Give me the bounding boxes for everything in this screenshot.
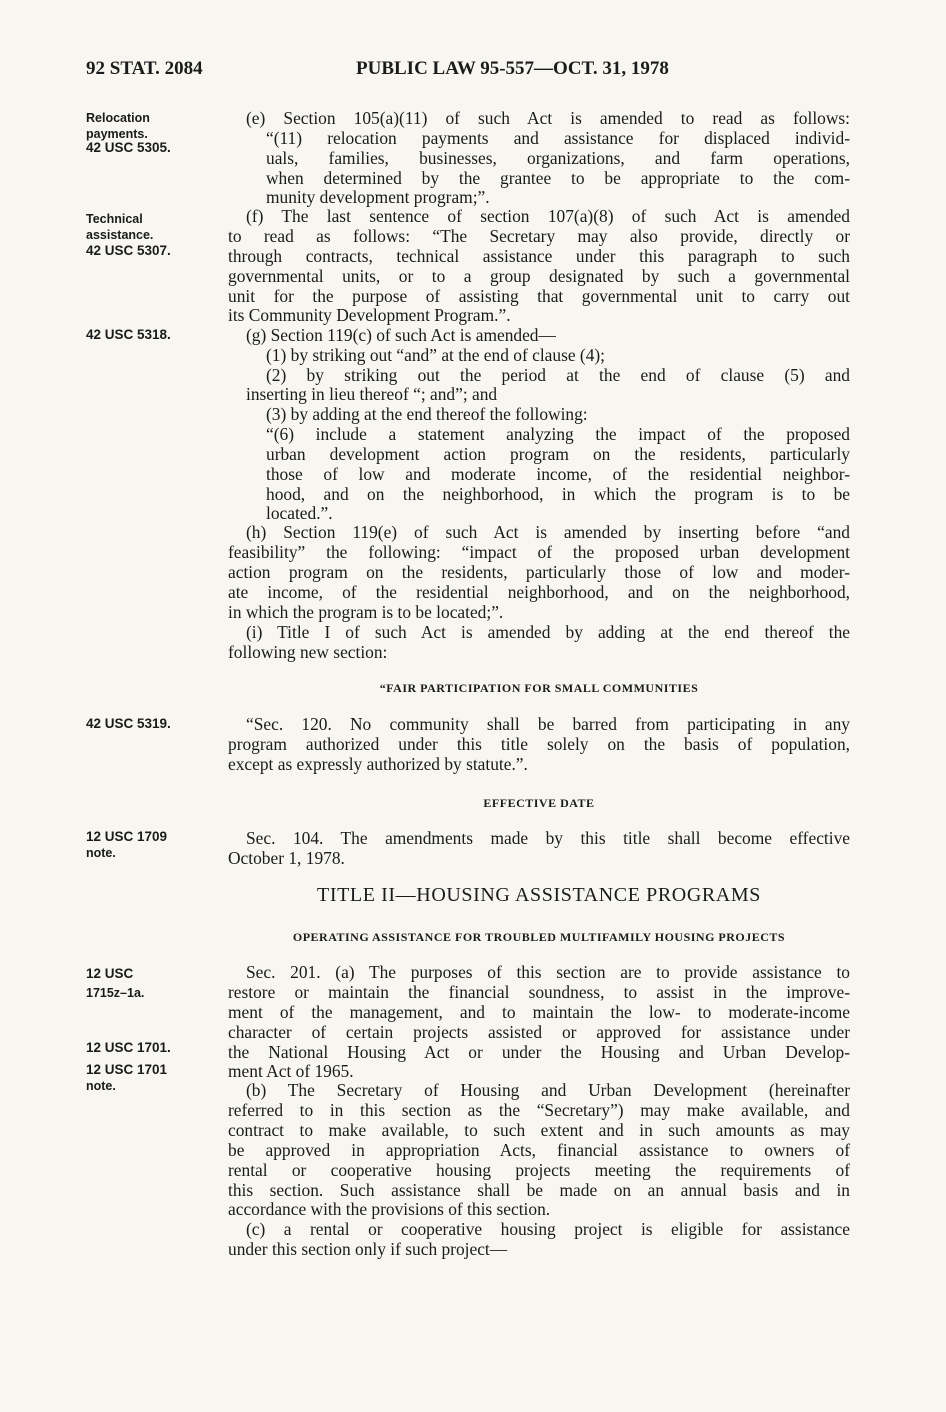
- text-line: ate income, of the residential neighborhood, and on the neighborhood,: [228, 582, 850, 602]
- margin-note-1715: 12 USC 1715z–1a.: [86, 966, 145, 1000]
- text-line: located.”.: [266, 503, 333, 523]
- text-line: Sec. 104. The amendments made by this title shall become effective: [246, 828, 850, 848]
- text-line: through contracts, technical assistance under this paragraph to such: [228, 246, 850, 266]
- text-line: feasibility” the following: “impact of the proposed urban development: [228, 542, 850, 562]
- text-line: in which the program is to be located;”.: [228, 602, 504, 622]
- margin-note-5318: 42 USC 5318.: [86, 327, 171, 342]
- text-line: program authorized under this title solely on the basis of population,: [228, 734, 850, 754]
- text-line: urban development action program on the residents, particularly: [266, 444, 850, 464]
- text-line: inserting in lieu thereof “; and”; and: [246, 384, 498, 404]
- text-line: restore or maintain the financial soundness, to assist in the improve-: [228, 982, 850, 1002]
- text-line: following new section:: [228, 642, 388, 662]
- text-line: (f) The last sentence of section 107(a)(8) of such Act is amended: [246, 206, 850, 226]
- margin-note-1701: 12 USC 1701.: [86, 1040, 171, 1055]
- text-line: to read as follows: “The Secretary may also provide, directly or: [228, 226, 850, 246]
- page-header: [86, 58, 850, 84]
- section-heading-operating-assistance: OPERATING ASSISTANCE FOR TROUBLED MULTIFAMILY HOUSING PROJECTS: [292, 930, 786, 944]
- text-line: (h) Section 119(e) of such Act is amended by inserting before “and: [246, 522, 850, 542]
- margin-note-5319: 42 USC 5319.: [86, 716, 171, 731]
- text-line: ment Act of 1965.: [228, 1061, 354, 1081]
- law-title: PUBLIC LAW 95-557—OCT. 31, 1978: [356, 58, 669, 79]
- text-line: Sec. 201. (a) The purposes of this section are to provide assistance to: [246, 962, 850, 982]
- text-line: (g) Section 119(c) of such Act is amended—: [246, 325, 556, 345]
- margin-note-1701-note: 12 USC 1701 note.: [86, 1062, 168, 1093]
- text-line: referred to in this section as the “Secretary”) may make available, and: [228, 1100, 850, 1120]
- text-line: rental or cooperative housing projects meeting the requirements of: [228, 1160, 850, 1180]
- stat-page-number: 92 STAT. 2084: [86, 58, 203, 79]
- text-line: when determined by the grantee to be appropriate to the com-: [266, 168, 850, 188]
- text-line: character of certain projects assisted or approved for assistance under: [228, 1022, 850, 1042]
- section-heading-effective-date: EFFECTIVE DATE: [483, 796, 595, 810]
- margin-note-technical: Technical assistance. 42 USC 5307.: [86, 212, 171, 258]
- text-line: “Sec. 120. No community shall be barred from participating in any: [246, 714, 850, 734]
- text-line: ment of the management, and to maintain the low- to moderate-income: [228, 1002, 850, 1022]
- text-line: those of low and moderate income, of the residential neighbor-: [266, 464, 850, 484]
- text-line: the National Housing Act or under the Housing and Urban Develop-: [228, 1042, 850, 1062]
- text-line: “(11) relocation payments and assistance for displaced individ-: [266, 128, 850, 148]
- text-line: (b) The Secretary of Housing and Urban Development (hereinafter: [246, 1080, 850, 1100]
- text-line: “(6) include a statement analyzing the impact of the proposed: [266, 424, 850, 444]
- text-line: (3) by adding at the end thereof the following:: [266, 404, 588, 424]
- text-line: action program on the residents, particularly those of low and moder-: [228, 562, 850, 582]
- text-line: its Community Development Program.”.: [228, 305, 511, 325]
- title-heading: TITLE II—HOUSING ASSISTANCE PROGRAMS: [317, 884, 761, 906]
- text-line: except as expressly authorized by statute.”.: [228, 754, 528, 774]
- text-line: (e) Section 105(a)(11) of such Act is amended to read as follows:: [246, 108, 850, 128]
- text-line: munity development program;”.: [266, 187, 490, 207]
- text-line: under this section only if such project—: [228, 1239, 508, 1259]
- text-line: (c) a rental or cooperative housing project is eligible for assistance: [246, 1219, 850, 1239]
- text-line: October 1, 1978.: [228, 848, 345, 868]
- margin-note-relocation: Relocation payments. 42 USC 5305.: [86, 111, 171, 155]
- text-line: (i) Title I of such Act is amended by adding at the end thereof the: [246, 622, 850, 642]
- text-line: governmental units, or to a group designated by such a governmental: [228, 266, 850, 286]
- text-line: (1) by striking out “and” at the end of clause (4);: [266, 345, 606, 365]
- text-line: unit for the purpose of assisting that governmental unit to carry out: [228, 286, 850, 306]
- text-line: contract to make available, to such extent and in such amounts as may: [228, 1120, 850, 1140]
- section-heading-fair-participation: “FAIR PARTICIPATION FOR SMALL COMMUNITIES: [379, 681, 699, 695]
- text-line: be approved in appropriation Acts, financial assistance to owners of: [228, 1140, 850, 1160]
- text-line: accordance with the provisions of this section.: [228, 1199, 551, 1219]
- text-line: hood, and on the neighborhood, in which the program is to be: [266, 484, 850, 504]
- text-line: (2) by striking out the period at the end of clause (5) and: [266, 365, 850, 385]
- text-line: this section. Such assistance shall be made on an annual basis and in: [228, 1180, 850, 1200]
- margin-note-1709: 12 USC 1709 note.: [86, 829, 168, 860]
- text-line: uals, families, businesses, organizations, and farm operations,: [266, 148, 850, 168]
